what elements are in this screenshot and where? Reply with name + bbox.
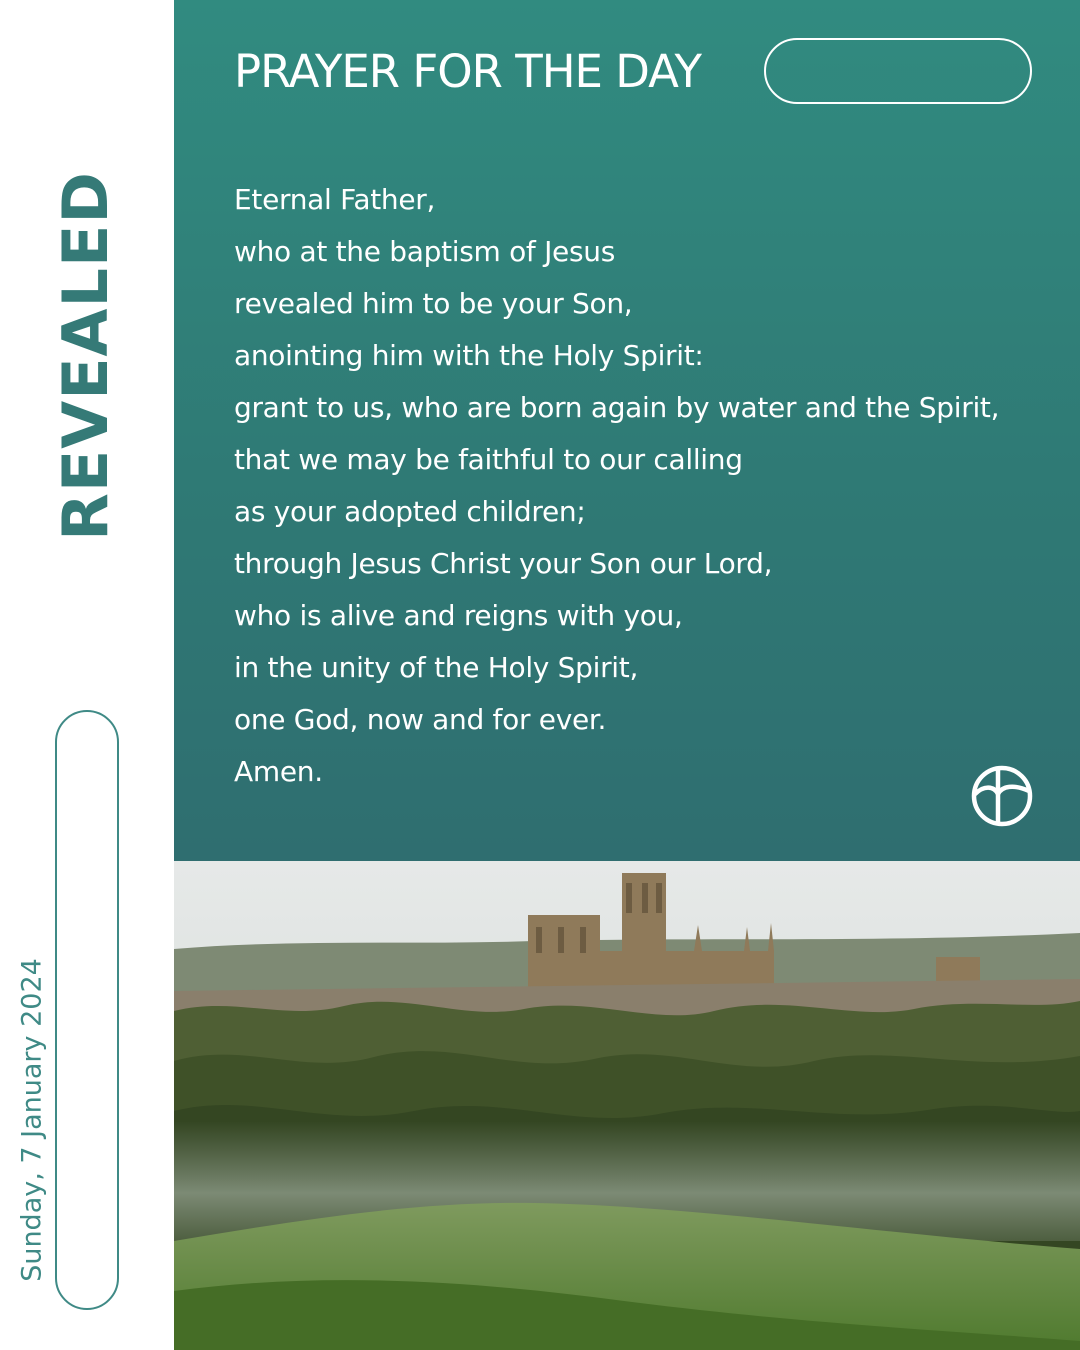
page-title: PRAYER FOR THE DAY bbox=[234, 45, 701, 98]
prayer-line: that we may be faithful to our calling bbox=[234, 443, 743, 476]
series-title: REVEALED bbox=[49, 171, 122, 541]
prayer-line: Eternal Father, bbox=[234, 183, 436, 216]
prayer-line: in the unity of the Holy Spirit, bbox=[234, 651, 639, 684]
prayer-line: one God, now and for ever. bbox=[234, 703, 607, 736]
header-pill-outline bbox=[764, 38, 1032, 104]
prayer-line: who at the baptism of Jesus bbox=[234, 235, 615, 268]
cathedral-landscape-image bbox=[174, 861, 1080, 1350]
prayer-line: anointing him with the Holy Spirit: bbox=[234, 339, 704, 372]
church-of-england-logo-icon bbox=[970, 764, 1034, 828]
prayer-line: Amen. bbox=[234, 755, 323, 788]
sidebar bbox=[0, 0, 174, 1350]
prayer-line: as your adopted children; bbox=[234, 495, 586, 528]
date-label: Sunday, 7 January 2024 bbox=[16, 958, 48, 1282]
date-pill bbox=[55, 710, 119, 1310]
prayer-text bbox=[234, 174, 999, 798]
prayer-line: grant to us, who are born again by water and the Spirit, bbox=[234, 391, 1000, 424]
prayer-panel bbox=[174, 0, 1080, 861]
prayer-line: through Jesus Christ your Son our Lord, bbox=[234, 547, 773, 580]
prayer-line: revealed him to be your Son, bbox=[234, 287, 633, 320]
prayer-line: who is alive and reigns with you, bbox=[234, 599, 683, 632]
